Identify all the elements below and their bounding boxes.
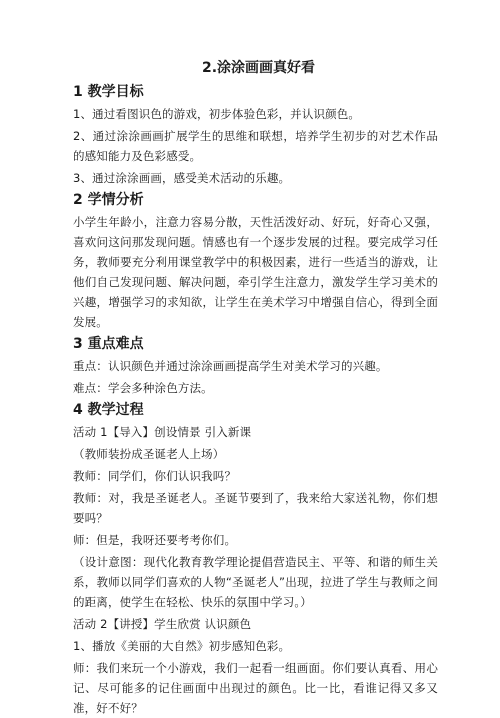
- paragraph: 活动 2【讲授】学生欣赏 认识颜色: [73, 617, 252, 631]
- paragraph: （设计意图：现代化教育教学理论提倡营造民主、平等、和谐的师生关系，教师以同学们喜欢的人物“圣诞老人”出现，拉进了学生与教师之间的距离，使学生在轻松、快乐的氛围中学习。）: [73, 555, 438, 609]
- paragraph: 1、通过看图识色的游戏，初步体验色彩，并认识颜色。: [73, 107, 361, 121]
- paragraph: 教师：同学们，你们认识我吗？: [73, 469, 237, 483]
- section-heading: 3 重点难点: [73, 336, 144, 352]
- paragraph: （教师装扮成圣诞老人上场）: [73, 447, 225, 461]
- section-heading: 1 教学目标: [73, 84, 144, 100]
- section-heading: 2 学情分析: [73, 192, 144, 208]
- paragraph: 教师：对，我是圣诞老人。圣诞节要到了，我来给大家送礼物，你们想要吗？: [73, 491, 438, 525]
- paragraph: 重点：认识颜色并通过涂涂画画提高学生对美术学习的兴趣。: [73, 359, 388, 373]
- section-key-points: [73, 334, 438, 398]
- paragraph: 师：但是，我呀还要考考你们。: [73, 533, 237, 547]
- paragraph: 3、通过涂涂画画，感受美术活动的乐趣。: [73, 171, 291, 185]
- section-teaching-process: [73, 400, 438, 718]
- document-title: 2.涂涂画画真好看: [201, 60, 316, 76]
- section-heading: 4 教学过程: [73, 402, 144, 418]
- paragraph: 2、通过涂涂画画扩展学生的思维和联想，培养学生初步的对艺术作品的感知能力及色彩感受。: [73, 129, 438, 163]
- section-learner-analysis: [73, 190, 438, 332]
- paragraph: 师：我们来玩一个小游戏，我们一起看一组画面。你们要认真看、用心记、尽可能多的记住画面中出现过的颜色。比一比，看谁记得又多又准，好不好？: [73, 661, 438, 715]
- paragraph: 小学生年龄小，注意力容易分散，天性活泼好动、好玩，好奇心又强，喜欢问这问那发现问题。情感也有一个逐步发展的过程。要完成学习任务，教师要充分利用课堂教学中的积极因素，进行一些适当的游戏，让他们自己发现问题、解决问题，牵引学生注意力，激发学生学习美术的兴趣，增强学习的求知欲，让学生在美术学习中增强自信心，得到全面发展。: [73, 215, 438, 329]
- section-teaching-goals: [73, 82, 438, 188]
- paragraph: 难点：学会多种涂色方法。: [73, 381, 213, 395]
- paragraph: 活动 1【导入】创设情景 引入新课: [73, 425, 252, 439]
- paragraph: 1、播放《美丽的大自然》初步感知色彩。: [73, 639, 291, 653]
